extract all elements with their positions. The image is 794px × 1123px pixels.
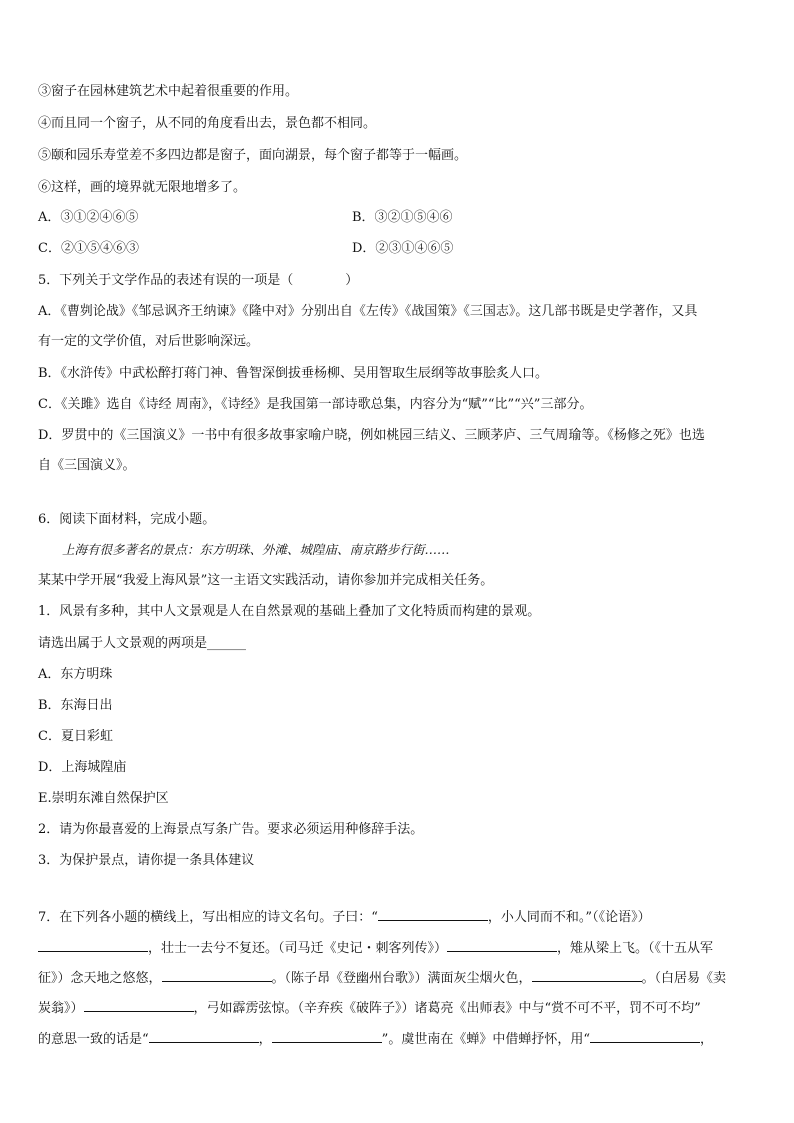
q5-option-d-line2: 自《三国演义》。	[38, 458, 136, 473]
q7-line-5	[38, 1029, 756, 1048]
q6-option-b[interactable]: B．东海日出	[38, 698, 113, 713]
q6-intro: 某某中学开展“我爱上海风景”这一主语文实践活动，请你参加并完成相关任务。	[38, 573, 494, 588]
q4-option-b[interactable]: B．③②①⑤④⑥	[352, 210, 453, 225]
q5-stem: 5．下列关于文学作品的表述有误的一项是（ ）	[38, 273, 359, 288]
answer-blank[interactable]	[84, 998, 194, 1012]
q6-sub1-prompt: 请选出属于人文景观的两项是______	[38, 636, 247, 651]
q4-sentence-3: ③窗子在园林建筑艺术中起着很重要的作用。	[38, 84, 299, 99]
q6-material-quote: 上海有很多著名的景点：东方明珠、外滩、城隍庙、南京路步行街……	[62, 542, 450, 557]
q4-option-c[interactable]: C．②①⑤④⑥③	[38, 241, 139, 256]
q7-text: ，雉从梁上飞。（《十五从军	[557, 941, 714, 956]
q7-text: ，小人同而不和。”（《论语》）	[487, 910, 651, 925]
q7-text: ，弓如霹雳弦惊。（辛弃疾《破阵子》）诸葛亮《出师表》中与“赏不可不平，罚不可不均”	[193, 1001, 701, 1016]
q7-text: 。（白居易《卖	[641, 971, 727, 986]
q6-option-a[interactable]: A．东方明珠	[38, 667, 113, 682]
q7-text: ”。虞世南在《蝉》中借蝉抒怀，用“	[381, 1032, 590, 1047]
q6-sub1: 1．风景有多种，其中人文景观是人在自然景观的基础上叠加了文化特质而构建的景观。	[38, 604, 541, 619]
q7-text: 炭翁》）	[38, 1001, 84, 1016]
q5-option-a-line1[interactable]: A．《曹刿论战》《邹忌讽齐王纳谏》《隆中对》分别出自《左传》《战国策》《三国志》。这几部书既是史学著作，又具	[38, 304, 698, 319]
q6-option-c[interactable]: C．夏日彩虹	[38, 729, 113, 744]
q4-sentence-6: ⑥这样，画的境界就无限地增多了。	[38, 180, 247, 195]
q7-text: 的意思一致的话是“	[38, 1032, 149, 1047]
q7-text: 7．在下列各小题的横线上，写出相应的诗文名句。子曰：“	[38, 910, 378, 925]
q4-options-row-1	[38, 210, 756, 226]
q7-line-3	[38, 968, 756, 987]
q6-sub3: 3．为保护景点，请你提一条具体建议	[38, 853, 255, 868]
q6-option-d[interactable]: D．上海城隍庙	[38, 760, 127, 775]
answer-blank[interactable]	[447, 938, 557, 952]
answer-blank[interactable]	[272, 1029, 382, 1043]
q7-text: 征》）念天地之悠悠，	[38, 971, 162, 986]
q7-text: ，	[258, 1032, 272, 1047]
q4-options-row-2	[38, 241, 756, 257]
answer-blank[interactable]	[378, 907, 488, 921]
q5-option-d-line1[interactable]: D．罗贯中的《三国演义》一书中有很多故事家喻户晓，例如桃园三结义、三顾茅庐、三气周瑜等。《杨修之死》也选	[38, 428, 705, 443]
q7-line-1	[38, 907, 756, 926]
q5-option-c[interactable]: C．《关雎》选自《诗经 周南》，《诗经》是我国第一部诗歌总集，内容分为“赋”“比”“兴”三部分。	[38, 397, 593, 412]
q4-option-a[interactable]: A．③①②④⑥⑤	[38, 210, 139, 225]
q4-sentence-4: ④而且同一个窗子，从不同的角度看出去，景色都不相同。	[38, 116, 377, 131]
q6-stem: 6．阅读下面材料，完成小题。	[38, 512, 216, 527]
q7-text: ，	[699, 1032, 713, 1047]
q4-option-d[interactable]: D．②③①④⑥⑤	[352, 241, 454, 256]
answer-blank[interactable]	[590, 1029, 700, 1043]
answer-blank[interactable]	[532, 968, 642, 982]
q7-text: ，壮士一去兮不复还。（司马迁《史记・刺客列传》）	[148, 941, 448, 956]
q5-option-a-line2: 有一定的文学价值，对后世影响深远。	[38, 334, 260, 349]
q6-sub2: 2．请为你最喜爱的上海景点写条广告。要求必须运用种修辞手法。	[38, 822, 424, 837]
q6-option-e[interactable]: E.崇明东滩自然保护区	[38, 791, 169, 806]
answer-blank[interactable]	[149, 1029, 259, 1043]
q7-text: 。（陈子昂《登幽州台歌》）满面灰尘烟火色，	[271, 971, 532, 986]
q5-option-b[interactable]: B．《水浒传》中武松醉打蒋门神、鲁智深倒拔垂杨柳、吴用智取生辰纲等故事脍炙人口。	[38, 366, 549, 381]
q4-sentence-5: ⑤颐和园乐寿堂差不多四边都是窗子，面向湖景，每个窗子都等于一幅画。	[38, 148, 468, 163]
q7-line-2	[38, 938, 756, 957]
answer-blank[interactable]	[38, 938, 148, 952]
q7-line-4	[38, 998, 756, 1017]
answer-blank[interactable]	[162, 968, 272, 982]
